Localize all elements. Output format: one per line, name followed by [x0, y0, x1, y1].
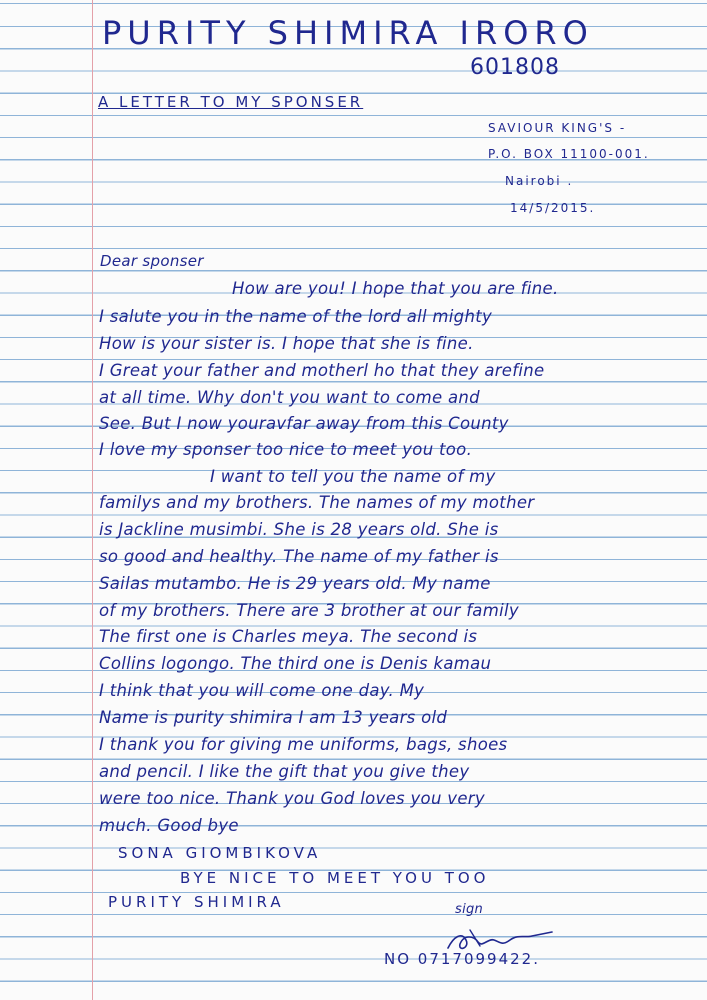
margin-line: [92, 0, 93, 1000]
body-line: How are you! I hope that you are fine.: [232, 279, 559, 298]
body-line: were too nice. Thank you God loves you very: [99, 789, 485, 808]
address-line-3: Nairobi .: [505, 174, 574, 188]
signoff-name: PURITY SHIMIRA: [108, 893, 285, 911]
sign-label: sign: [455, 902, 484, 917]
address-line-2: P.O. BOX 11100-001.: [488, 147, 650, 161]
body-line: I love my sponser too nice to meet you too.: [99, 440, 473, 459]
body-line: I thank you for giving me uniforms, bags, shoes: [99, 735, 508, 754]
letter-title: A LETTER TO MY SPONSER: [98, 93, 364, 111]
address-line-1: SAVIOUR KING'S -: [488, 121, 627, 135]
body-line: of my brothers. There are 3 brother at our family: [99, 601, 519, 620]
body-line: I salute you in the name of the lord all mighty: [99, 307, 493, 326]
writer-name: PURITY SHIMIRA IRORO: [102, 14, 594, 52]
body-line: much. Good bye: [99, 816, 239, 835]
body-line: and pencil. I like the gift that you give they: [99, 762, 470, 781]
body-line: I think that you will come one day. My: [99, 681, 425, 700]
body-line: at all time. Why don't you want to come and: [99, 388, 480, 407]
letter-date: 14/5/2015.: [510, 201, 596, 215]
body-line: Sailas mutambo. He is 29 years old. My name: [99, 574, 491, 593]
body-line: familys and my brothers. The names of my mother: [99, 493, 535, 512]
body-line: is Jackline musimbi. She is 28 years old. She is: [99, 520, 499, 539]
body-line: See. But I now youravfar away from this County: [99, 414, 509, 433]
reference-number: 601808: [470, 55, 560, 80]
farewell-line: BYE NICE TO MEET YOU TOO: [180, 869, 490, 887]
body-line: How is your sister is. I hope that she is fine.: [99, 334, 474, 353]
body-line: The first one is Charles meya. The second is: [99, 627, 478, 646]
greeting: Dear sponser: [100, 252, 204, 270]
phone-number: NO 0717099422.: [384, 950, 540, 968]
body-line: so good and healthy. The name of my father is: [99, 547, 499, 566]
sponsor-name: SONA GIOMBIKOVA: [118, 844, 322, 862]
body-line: Name is purity shimira I am 13 years old: [99, 708, 448, 727]
body-line: I want to tell you the name of my: [210, 467, 496, 486]
body-line: I Great your father and motherl ho that they arefine: [99, 361, 545, 380]
body-line: Collins logongo. The third one is Denis kamau: [99, 654, 492, 673]
